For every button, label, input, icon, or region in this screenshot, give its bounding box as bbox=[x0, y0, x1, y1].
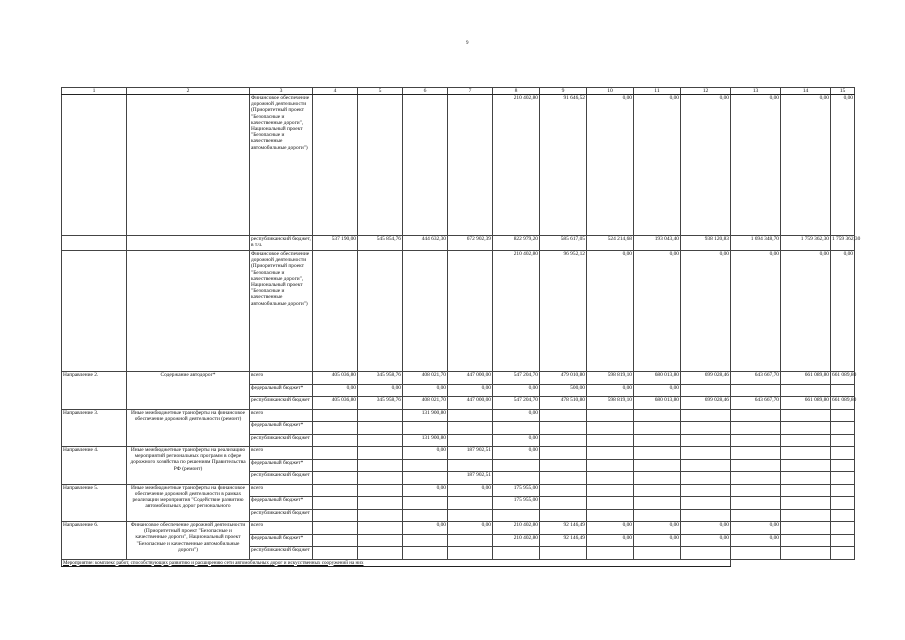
value-cell bbox=[313, 472, 358, 485]
value-cell bbox=[831, 459, 855, 472]
value-cell bbox=[781, 459, 831, 472]
value-cell bbox=[313, 251, 358, 372]
value-cell bbox=[731, 384, 781, 397]
value-cell: 598 819,10 bbox=[587, 372, 634, 385]
value-cell bbox=[831, 484, 855, 497]
value-cell: 0,00 bbox=[681, 95, 731, 236]
funding-source: республиканский бюджет bbox=[250, 434, 313, 447]
value-cell bbox=[831, 409, 855, 422]
value-cell: 0,00 bbox=[731, 534, 781, 547]
value-cell bbox=[781, 447, 831, 460]
value-cell bbox=[493, 459, 540, 472]
value-cell bbox=[313, 547, 358, 560]
value-cell bbox=[448, 409, 493, 422]
value-cell: 524 214,68 bbox=[587, 236, 634, 251]
funding-source: республиканский бюджет bbox=[250, 472, 313, 485]
value-cell: 92 146,49 bbox=[540, 522, 587, 535]
direction-name: Иные межбюджетные трансферты на реализацию мероприятий региональных программ в сфере дорожного хозяйства по решениям Правительства РФ (ремонт) bbox=[127, 447, 250, 485]
value-cell: 1 694 348,70 bbox=[731, 236, 781, 251]
value-cell bbox=[313, 434, 358, 447]
value-cell: 643 667,70 bbox=[731, 372, 781, 385]
value-cell bbox=[731, 459, 781, 472]
value-cell bbox=[358, 409, 403, 422]
value-cell bbox=[448, 497, 493, 510]
value-cell bbox=[403, 472, 448, 485]
value-cell bbox=[587, 447, 634, 460]
value-cell bbox=[587, 409, 634, 422]
value-cell bbox=[634, 497, 681, 510]
value-cell bbox=[634, 472, 681, 485]
table-row bbox=[62, 447, 855, 460]
value-cell: 938 120,83 bbox=[681, 236, 731, 251]
value-cell: 479 010,80 bbox=[540, 372, 587, 385]
header-cell: 2 bbox=[127, 88, 250, 95]
value-cell: 210 402,80 bbox=[493, 95, 540, 236]
value-cell: 0,00 bbox=[403, 384, 448, 397]
value-cell: 643 667,70 bbox=[731, 397, 781, 410]
header-cell: 12 bbox=[681, 88, 731, 95]
value-cell: 0,00 bbox=[587, 95, 634, 236]
value-cell: 0,00 bbox=[634, 95, 681, 236]
value-cell: 447 000,00 bbox=[448, 397, 493, 410]
funding-source: всего bbox=[250, 372, 313, 385]
value-cell: 0,00 bbox=[731, 251, 781, 372]
empty-cell bbox=[127, 95, 250, 236]
value-cell bbox=[587, 434, 634, 447]
value-cell bbox=[781, 534, 831, 547]
value-cell: 447 000,00 bbox=[448, 372, 493, 385]
value-cell bbox=[634, 509, 681, 522]
value-cell bbox=[681, 547, 731, 560]
table-row bbox=[62, 522, 855, 535]
value-cell: 0,00 bbox=[587, 534, 634, 547]
header-cell: 3 bbox=[250, 88, 313, 95]
value-cell bbox=[634, 459, 681, 472]
funding-source: федеральный бюджет* bbox=[250, 534, 313, 547]
header-cell: 14 bbox=[781, 88, 831, 95]
funding-source: федеральный бюджет* bbox=[250, 497, 313, 510]
value-cell: 699 028,46 bbox=[681, 397, 731, 410]
value-cell bbox=[634, 422, 681, 435]
row-label: Финансовое обеспечение дорожной деятельности (Приоритетный проект "Безопасные и качественные дороги", Национальный проект "Безопасные и качественные автомобильные дороги") bbox=[250, 251, 313, 372]
value-cell bbox=[831, 534, 855, 547]
value-cell bbox=[540, 422, 587, 435]
header-cell: 7 bbox=[448, 88, 493, 95]
value-cell: 345 958,76 bbox=[358, 397, 403, 410]
value-cell bbox=[540, 459, 587, 472]
value-cell bbox=[448, 509, 493, 522]
value-cell bbox=[540, 547, 587, 560]
value-cell bbox=[831, 384, 855, 397]
value-cell: 187 902,51 bbox=[448, 447, 493, 460]
value-cell: 405 036,80 bbox=[313, 372, 358, 385]
value-cell bbox=[493, 472, 540, 485]
value-cell: 0,00 bbox=[448, 522, 493, 535]
value-cell bbox=[781, 547, 831, 560]
empty-cell bbox=[127, 236, 250, 251]
value-cell: 210 402,80 bbox=[493, 251, 540, 372]
value-cell bbox=[634, 447, 681, 460]
value-cell: 661 089,80 bbox=[831, 372, 855, 385]
value-cell bbox=[731, 547, 781, 560]
table-row bbox=[62, 251, 855, 372]
measure-text: Мероприятие: комплекс работ, способствующих развитию и расширению сети автомобильных дорог и искусственных сооружений на них bbox=[63, 559, 364, 566]
value-cell bbox=[587, 484, 634, 497]
funding-source: всего bbox=[250, 447, 313, 460]
value-cell bbox=[540, 472, 587, 485]
value-cell bbox=[358, 251, 403, 372]
value-cell bbox=[448, 422, 493, 435]
value-cell: 0,00 bbox=[493, 434, 540, 447]
value-cell: 0,00 bbox=[681, 522, 731, 535]
value-cell: 0,00 bbox=[587, 384, 634, 397]
value-cell: 0,00 bbox=[681, 534, 731, 547]
direction-name: Иные межбюджетные трансферты на финансовое обеспечение дорожной деятельности в рамках реализации мероприятия "Содействие развитию автомобильных дорог регионального bbox=[127, 484, 250, 522]
value-cell: 96 952,12 bbox=[540, 251, 587, 372]
value-cell: 210 402,80 bbox=[493, 534, 540, 547]
value-cell bbox=[313, 509, 358, 522]
value-cell: 500,00 bbox=[540, 384, 587, 397]
value-cell: 210 402,80 bbox=[493, 522, 540, 535]
value-cell bbox=[358, 522, 403, 535]
value-cell: 0,00 bbox=[313, 384, 358, 397]
value-cell bbox=[781, 422, 831, 435]
value-cell bbox=[587, 547, 634, 560]
value-cell bbox=[681, 384, 731, 397]
value-cell bbox=[634, 547, 681, 560]
value-cell bbox=[358, 459, 403, 472]
value-cell: 444 632,30 bbox=[403, 236, 448, 251]
funding-source: федеральный бюджет* bbox=[250, 459, 313, 472]
value-cell bbox=[831, 547, 855, 560]
value-cell: 408 021,70 bbox=[403, 372, 448, 385]
value-cell: 0,00 bbox=[448, 484, 493, 497]
direction-number: Направление 2. bbox=[62, 372, 127, 410]
value-cell bbox=[448, 434, 493, 447]
value-cell bbox=[493, 547, 540, 560]
value-cell: 0,00 bbox=[493, 384, 540, 397]
row-label: Финансовое обеспечение дорожной деятельности (Приоритетный проект "Безопасные и качественные дороги", Национальный проект "Безопасные и качественные автомобильные дороги") bbox=[250, 95, 313, 236]
direction-number: Направление 3. bbox=[62, 409, 127, 447]
value-cell bbox=[587, 422, 634, 435]
value-cell: 699 028,46 bbox=[681, 372, 731, 385]
value-cell bbox=[831, 497, 855, 510]
value-cell: 0,00 bbox=[493, 409, 540, 422]
value-cell bbox=[731, 484, 781, 497]
value-cell: 0,00 bbox=[634, 534, 681, 547]
table-row bbox=[62, 409, 855, 422]
value-cell bbox=[831, 447, 855, 460]
value-cell bbox=[587, 497, 634, 510]
value-cell: 131 900,80 bbox=[403, 409, 448, 422]
funding-source: республиканский бюджет bbox=[250, 397, 313, 410]
value-cell bbox=[681, 472, 731, 485]
value-cell: 0,00 bbox=[681, 251, 731, 372]
value-cell bbox=[540, 447, 587, 460]
value-cell: 1 759 362,30 bbox=[781, 236, 831, 251]
value-cell bbox=[781, 509, 831, 522]
value-cell bbox=[540, 409, 587, 422]
value-cell: 175 955,00 bbox=[493, 497, 540, 510]
page-number: 9 bbox=[466, 41, 469, 46]
value-cell bbox=[681, 497, 731, 510]
value-cell bbox=[831, 509, 855, 522]
funding-source: всего bbox=[250, 522, 313, 535]
header-cell: 13 bbox=[731, 88, 781, 95]
value-cell: 585 617,05 bbox=[540, 236, 587, 251]
value-cell bbox=[358, 547, 403, 560]
value-cell: 661 089,80 bbox=[781, 372, 831, 385]
value-cell bbox=[634, 409, 681, 422]
value-cell bbox=[313, 459, 358, 472]
value-cell: 0,00 bbox=[781, 251, 831, 372]
header-row bbox=[62, 88, 855, 95]
header-cell: 6 bbox=[403, 88, 448, 95]
value-cell bbox=[313, 522, 358, 535]
value-cell bbox=[540, 509, 587, 522]
value-cell bbox=[681, 484, 731, 497]
value-cell bbox=[731, 434, 781, 447]
value-cell: 0,00 bbox=[831, 95, 855, 236]
value-cell: 547 204,70 bbox=[493, 372, 540, 385]
value-cell: 345 958,76 bbox=[358, 372, 403, 385]
value-cell bbox=[781, 522, 831, 535]
value-cell bbox=[681, 409, 731, 422]
value-cell bbox=[831, 434, 855, 447]
funding-source: республиканский бюджет bbox=[250, 509, 313, 522]
value-cell bbox=[731, 497, 781, 510]
value-cell bbox=[313, 484, 358, 497]
value-cell bbox=[731, 447, 781, 460]
table-row bbox=[62, 372, 855, 385]
value-cell: 672 902,39 bbox=[448, 236, 493, 251]
value-cell: 0,00 bbox=[587, 251, 634, 372]
value-cell: 0,00 bbox=[358, 384, 403, 397]
value-cell bbox=[634, 434, 681, 447]
value-cell bbox=[681, 447, 731, 460]
value-cell bbox=[358, 447, 403, 460]
value-cell bbox=[403, 509, 448, 522]
value-cell: 91 646,52 bbox=[540, 95, 587, 236]
value-cell: 131 900,80 bbox=[403, 434, 448, 447]
value-cell: 0,00 bbox=[403, 522, 448, 535]
direction-name: Финансовое обеспечение дорожной деятельности (Приоритетный проект "Безопасные и качественные дороги", Национальный проект "Безопасные и качественные автомобильные дороги") bbox=[127, 522, 250, 560]
value-cell bbox=[681, 434, 731, 447]
value-cell bbox=[358, 497, 403, 510]
funding-source: всего bbox=[250, 484, 313, 497]
value-cell: 0,00 bbox=[448, 384, 493, 397]
value-cell: 598 819,10 bbox=[587, 397, 634, 410]
value-cell bbox=[313, 447, 358, 460]
value-cell bbox=[493, 422, 540, 435]
value-cell bbox=[731, 409, 781, 422]
value-cell bbox=[448, 95, 493, 236]
value-cell: 0,00 bbox=[403, 484, 448, 497]
value-cell: 0,00 bbox=[634, 384, 681, 397]
value-cell bbox=[540, 484, 587, 497]
direction-number: Направление 5. bbox=[62, 484, 127, 522]
value-cell: 0,00 bbox=[403, 447, 448, 460]
direction-number: Направление 6. bbox=[62, 522, 127, 560]
header-cell: 15 bbox=[831, 88, 855, 95]
funding-source: федеральный бюджет* bbox=[250, 384, 313, 397]
table-row bbox=[62, 484, 855, 497]
value-cell bbox=[403, 497, 448, 510]
value-cell bbox=[540, 434, 587, 447]
value-cell: 680 013,80 bbox=[634, 397, 681, 410]
value-cell bbox=[358, 472, 403, 485]
value-cell bbox=[681, 459, 731, 472]
value-cell: 0,00 bbox=[587, 522, 634, 535]
value-cell: 537 190,00 bbox=[313, 236, 358, 251]
funding-source: всего bbox=[250, 409, 313, 422]
value-cell bbox=[313, 409, 358, 422]
value-cell bbox=[731, 509, 781, 522]
value-cell: 0,00 bbox=[831, 251, 855, 372]
value-cell: 0,00 bbox=[634, 522, 681, 535]
value-cell: 0,00 bbox=[634, 251, 681, 372]
value-cell bbox=[358, 534, 403, 547]
value-cell: 0,00 bbox=[731, 95, 781, 236]
value-cell bbox=[313, 422, 358, 435]
value-cell bbox=[681, 509, 731, 522]
value-cell bbox=[358, 509, 403, 522]
empty-cell bbox=[62, 251, 127, 372]
direction-number: Направление 4. bbox=[62, 447, 127, 485]
value-cell: 187 902,51 bbox=[448, 472, 493, 485]
value-cell bbox=[681, 422, 731, 435]
header-cell: 10 bbox=[587, 88, 634, 95]
value-cell bbox=[313, 534, 358, 547]
value-cell: 680 013,80 bbox=[634, 372, 681, 385]
value-cell bbox=[731, 472, 781, 485]
value-cell bbox=[403, 251, 448, 372]
value-cell bbox=[358, 95, 403, 236]
value-cell bbox=[448, 459, 493, 472]
value-cell bbox=[448, 547, 493, 560]
funding-source: республиканский бюджет bbox=[250, 547, 313, 560]
value-cell: 405 036,80 bbox=[313, 397, 358, 410]
value-cell bbox=[358, 434, 403, 447]
value-cell: 0,00 bbox=[493, 447, 540, 460]
value-cell bbox=[587, 459, 634, 472]
header-cell: 9 bbox=[540, 88, 587, 95]
value-cell bbox=[831, 522, 855, 535]
value-cell: 175 955,00 bbox=[493, 484, 540, 497]
header-cell: 1 bbox=[62, 88, 127, 95]
value-cell bbox=[448, 534, 493, 547]
value-cell bbox=[358, 422, 403, 435]
value-cell bbox=[313, 95, 358, 236]
direction-name: Содержание автодорог* bbox=[127, 372, 250, 410]
funding-source: федеральный бюджет* bbox=[250, 422, 313, 435]
value-cell: 661 089,80 bbox=[831, 397, 855, 410]
value-cell bbox=[448, 251, 493, 372]
empty-cell bbox=[127, 251, 250, 372]
table-row bbox=[62, 95, 855, 236]
value-cell bbox=[587, 472, 634, 485]
value-cell bbox=[781, 434, 831, 447]
value-cell: 545 854,76 bbox=[358, 236, 403, 251]
value-cell bbox=[403, 95, 448, 236]
value-cell bbox=[493, 509, 540, 522]
row-label: республиканский бюджет, в т.ч. bbox=[250, 236, 313, 251]
header-cell: 4 bbox=[313, 88, 358, 95]
measure-cell bbox=[62, 559, 731, 566]
value-cell: 1 759 362,30 bbox=[831, 236, 855, 251]
value-cell bbox=[403, 534, 448, 547]
value-cell: 408 021,70 bbox=[403, 397, 448, 410]
header-cell: 8 bbox=[493, 88, 540, 95]
value-cell bbox=[403, 547, 448, 560]
value-cell bbox=[587, 509, 634, 522]
direction-name: Иные межбюджетные трансферты на финансовое обеспечение дорожной деятельности (ремонт) bbox=[127, 409, 250, 447]
value-cell bbox=[731, 422, 781, 435]
value-cell: 193 043,40 bbox=[634, 236, 681, 251]
value-cell: 547 204,70 bbox=[493, 397, 540, 410]
value-cell: 661 089,80 bbox=[781, 397, 831, 410]
value-cell bbox=[781, 384, 831, 397]
value-cell: 0,00 bbox=[731, 522, 781, 535]
value-cell: 92 146,49 bbox=[540, 534, 587, 547]
value-cell bbox=[781, 497, 831, 510]
table-row bbox=[62, 236, 855, 251]
empty-cell bbox=[62, 236, 127, 251]
value-cell: 0,00 bbox=[781, 95, 831, 236]
value-cell bbox=[358, 484, 403, 497]
value-cell bbox=[634, 484, 681, 497]
budget-table bbox=[61, 87, 861, 567]
value-cell bbox=[831, 422, 855, 435]
value-cell bbox=[403, 422, 448, 435]
measure-row bbox=[62, 559, 855, 566]
value-cell: 822 979,20 bbox=[493, 236, 540, 251]
value-cell bbox=[781, 484, 831, 497]
header-cell: 11 bbox=[634, 88, 681, 95]
value-cell bbox=[540, 497, 587, 510]
value-cell: 478 510,80 bbox=[540, 397, 587, 410]
header-cell: 5 bbox=[358, 88, 403, 95]
empty-cell bbox=[62, 95, 127, 236]
value-cell bbox=[313, 497, 358, 510]
value-cell bbox=[403, 459, 448, 472]
value-cell bbox=[781, 409, 831, 422]
value-cell bbox=[831, 472, 855, 485]
value-cell bbox=[781, 472, 831, 485]
